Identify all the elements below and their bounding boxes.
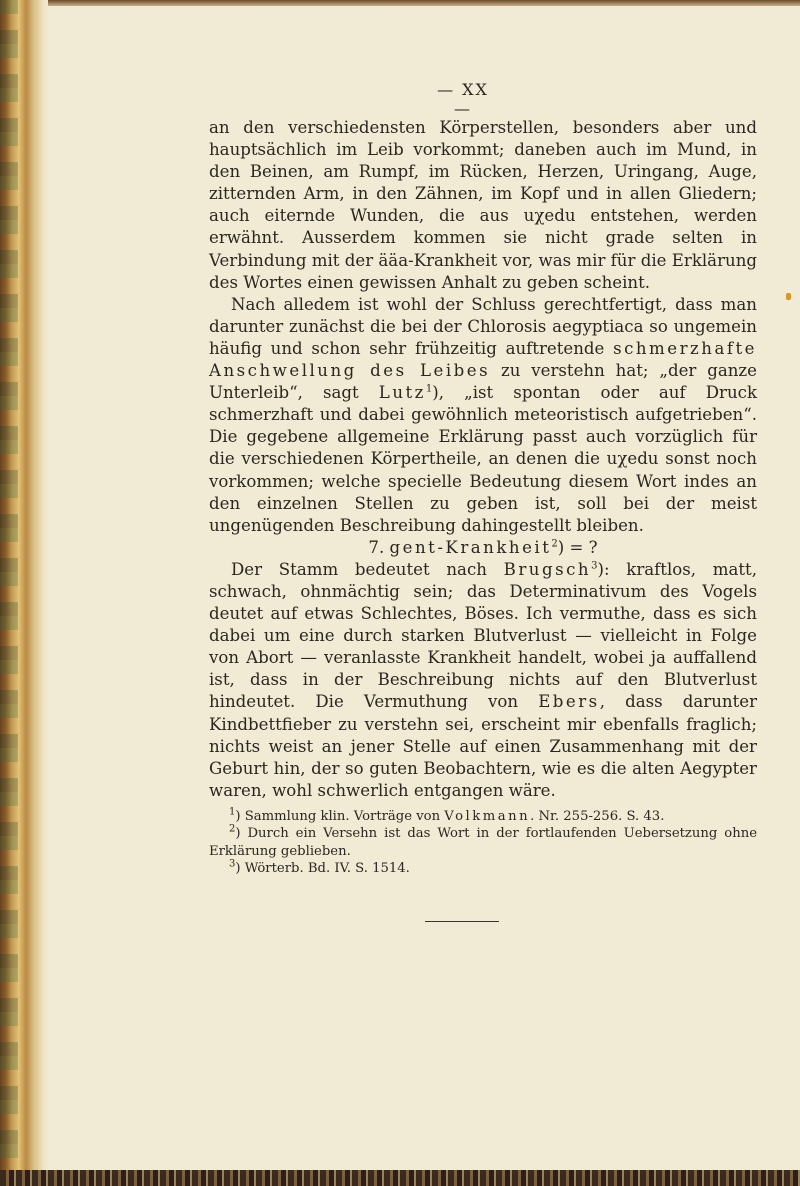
end-rule (425, 921, 499, 922)
author-lutz: Lutz (378, 383, 426, 403)
body-text (209, 117, 757, 802)
p3-text-a: Der Stamm bedeutet nach (231, 559, 504, 579)
footnote-1-text-b: . Nr. 255-256. S. 43. (530, 809, 665, 824)
p3-text-c: , dass darunter Kindbettfieber zu verstehn sei, erscheint mir ebenfalls fraglich; nichts weist an jener Stelle auf einen Zusammenhang mit der Geburt hin, der so guten Beobachtern, wie es die alten Aegypter waren, wohl schwerlich entgangen wäre. (209, 692, 757, 800)
page-bottom-edge (0, 1170, 800, 1186)
section-heading (209, 537, 757, 559)
footnote-2-mark: 2 (229, 824, 236, 836)
p3-text-b: ): kraftlos, matt, schwach, ohnmächtig sein; das Determinativum des Vogels deutet auf etwas Schlechtes, Böses. Ich vermuthe, dass es sich dabei um eine durch starken Blutverlust — vielleicht in Folge von Abort — veranlasste Krankheit handelt, wobei ja auffallend ist, dass in der Beschreibung nichts auf den Blutverlust hindeutet. Die Vermuthung von (209, 559, 758, 712)
paragraph-2 (209, 294, 757, 537)
book-spine (0, 0, 48, 1186)
footnotes (209, 808, 757, 878)
footnote-1-text-a: ) Sammlung klin. Vorträge von (235, 809, 445, 824)
p2-text-c: ), „ist spontan oder auf Druck schmerzhaft und dabei gewöhnlich meteoristisch aufgetrieben“. Die gegebene allgemeine Erklärung passt auch vorzüglich für die verschiedenen Körpertheile, an denen die uχedu sonst noch vorkommen; welche specielle Bedeutung diesem Wort indes an den einzelnen Stellen zu geben ist, soll bei der meist ungenügenden Beschreibung dahingestellt bleiben. (209, 383, 758, 535)
footnote-ref-3: 3 (591, 560, 598, 572)
heading-number: 7. (368, 537, 390, 557)
margin-mark (786, 293, 791, 300)
footnote-3-text: ) Wörterb. Bd. IV. S. 1514. (235, 861, 410, 877)
author-brugsch: Brugsch (503, 559, 592, 579)
footnote-ref-1: 1 (425, 383, 433, 395)
author-volkmann: Volkmann (444, 809, 531, 824)
footnote-2 (209, 825, 757, 860)
heading-tail: ) = ? (557, 537, 598, 557)
paragraph-1: an den verschiedensten Körperstellen, besonders aber und hauptsächlich im Leib vorkommt; daneben auch im Mund, in den Beinen, am Rumpf, im Rücken, Herzen, Uringang, Auge, zitternden Arm, in den Zähnen, im Kopf und in allen Gliedern; auch eiternde Wunden, die aus uχedu entstehen, werden erwähnt. Ausserdem kommen sie nicht grade selten in Verbindung mit der ääa-Krankheit vor, was mir für die Erklärung des Wortes einen gewissen Anhalt zu geben scheint. (209, 118, 757, 292)
footnote-1-mark: 1 (229, 806, 236, 818)
page-number-header: — XX — (437, 80, 489, 118)
footnote-2-text: ) Durch ein Versehn ist das Wort in der fortlaufenden Uebersetzung ohne Erklärung geblieben. (209, 826, 757, 859)
footnote-ref-2: 2 (551, 538, 558, 550)
footnote-3-mark: 3 (229, 858, 236, 870)
p2-text-a: Nach alledem ist wohl der Schluss gerechtfertigt, dass man darunter zunächst die bei der Chlorosis aegyptiaca so ungemein häufig und schon sehr frühzeitig auftretende (209, 294, 757, 358)
paragraph-3 (209, 559, 757, 802)
footnote-3 (209, 860, 757, 877)
heading-term: gent-Krankheit (389, 537, 552, 557)
p2-spaced-term: schmerzhafte Anschwellung des Leibes (209, 338, 757, 381)
p2-text-b: zu verstehn hat; „der ganze Unterleib“, sagt (209, 361, 757, 403)
footnote-1 (209, 808, 757, 825)
author-ebers: Ebers (538, 692, 600, 712)
